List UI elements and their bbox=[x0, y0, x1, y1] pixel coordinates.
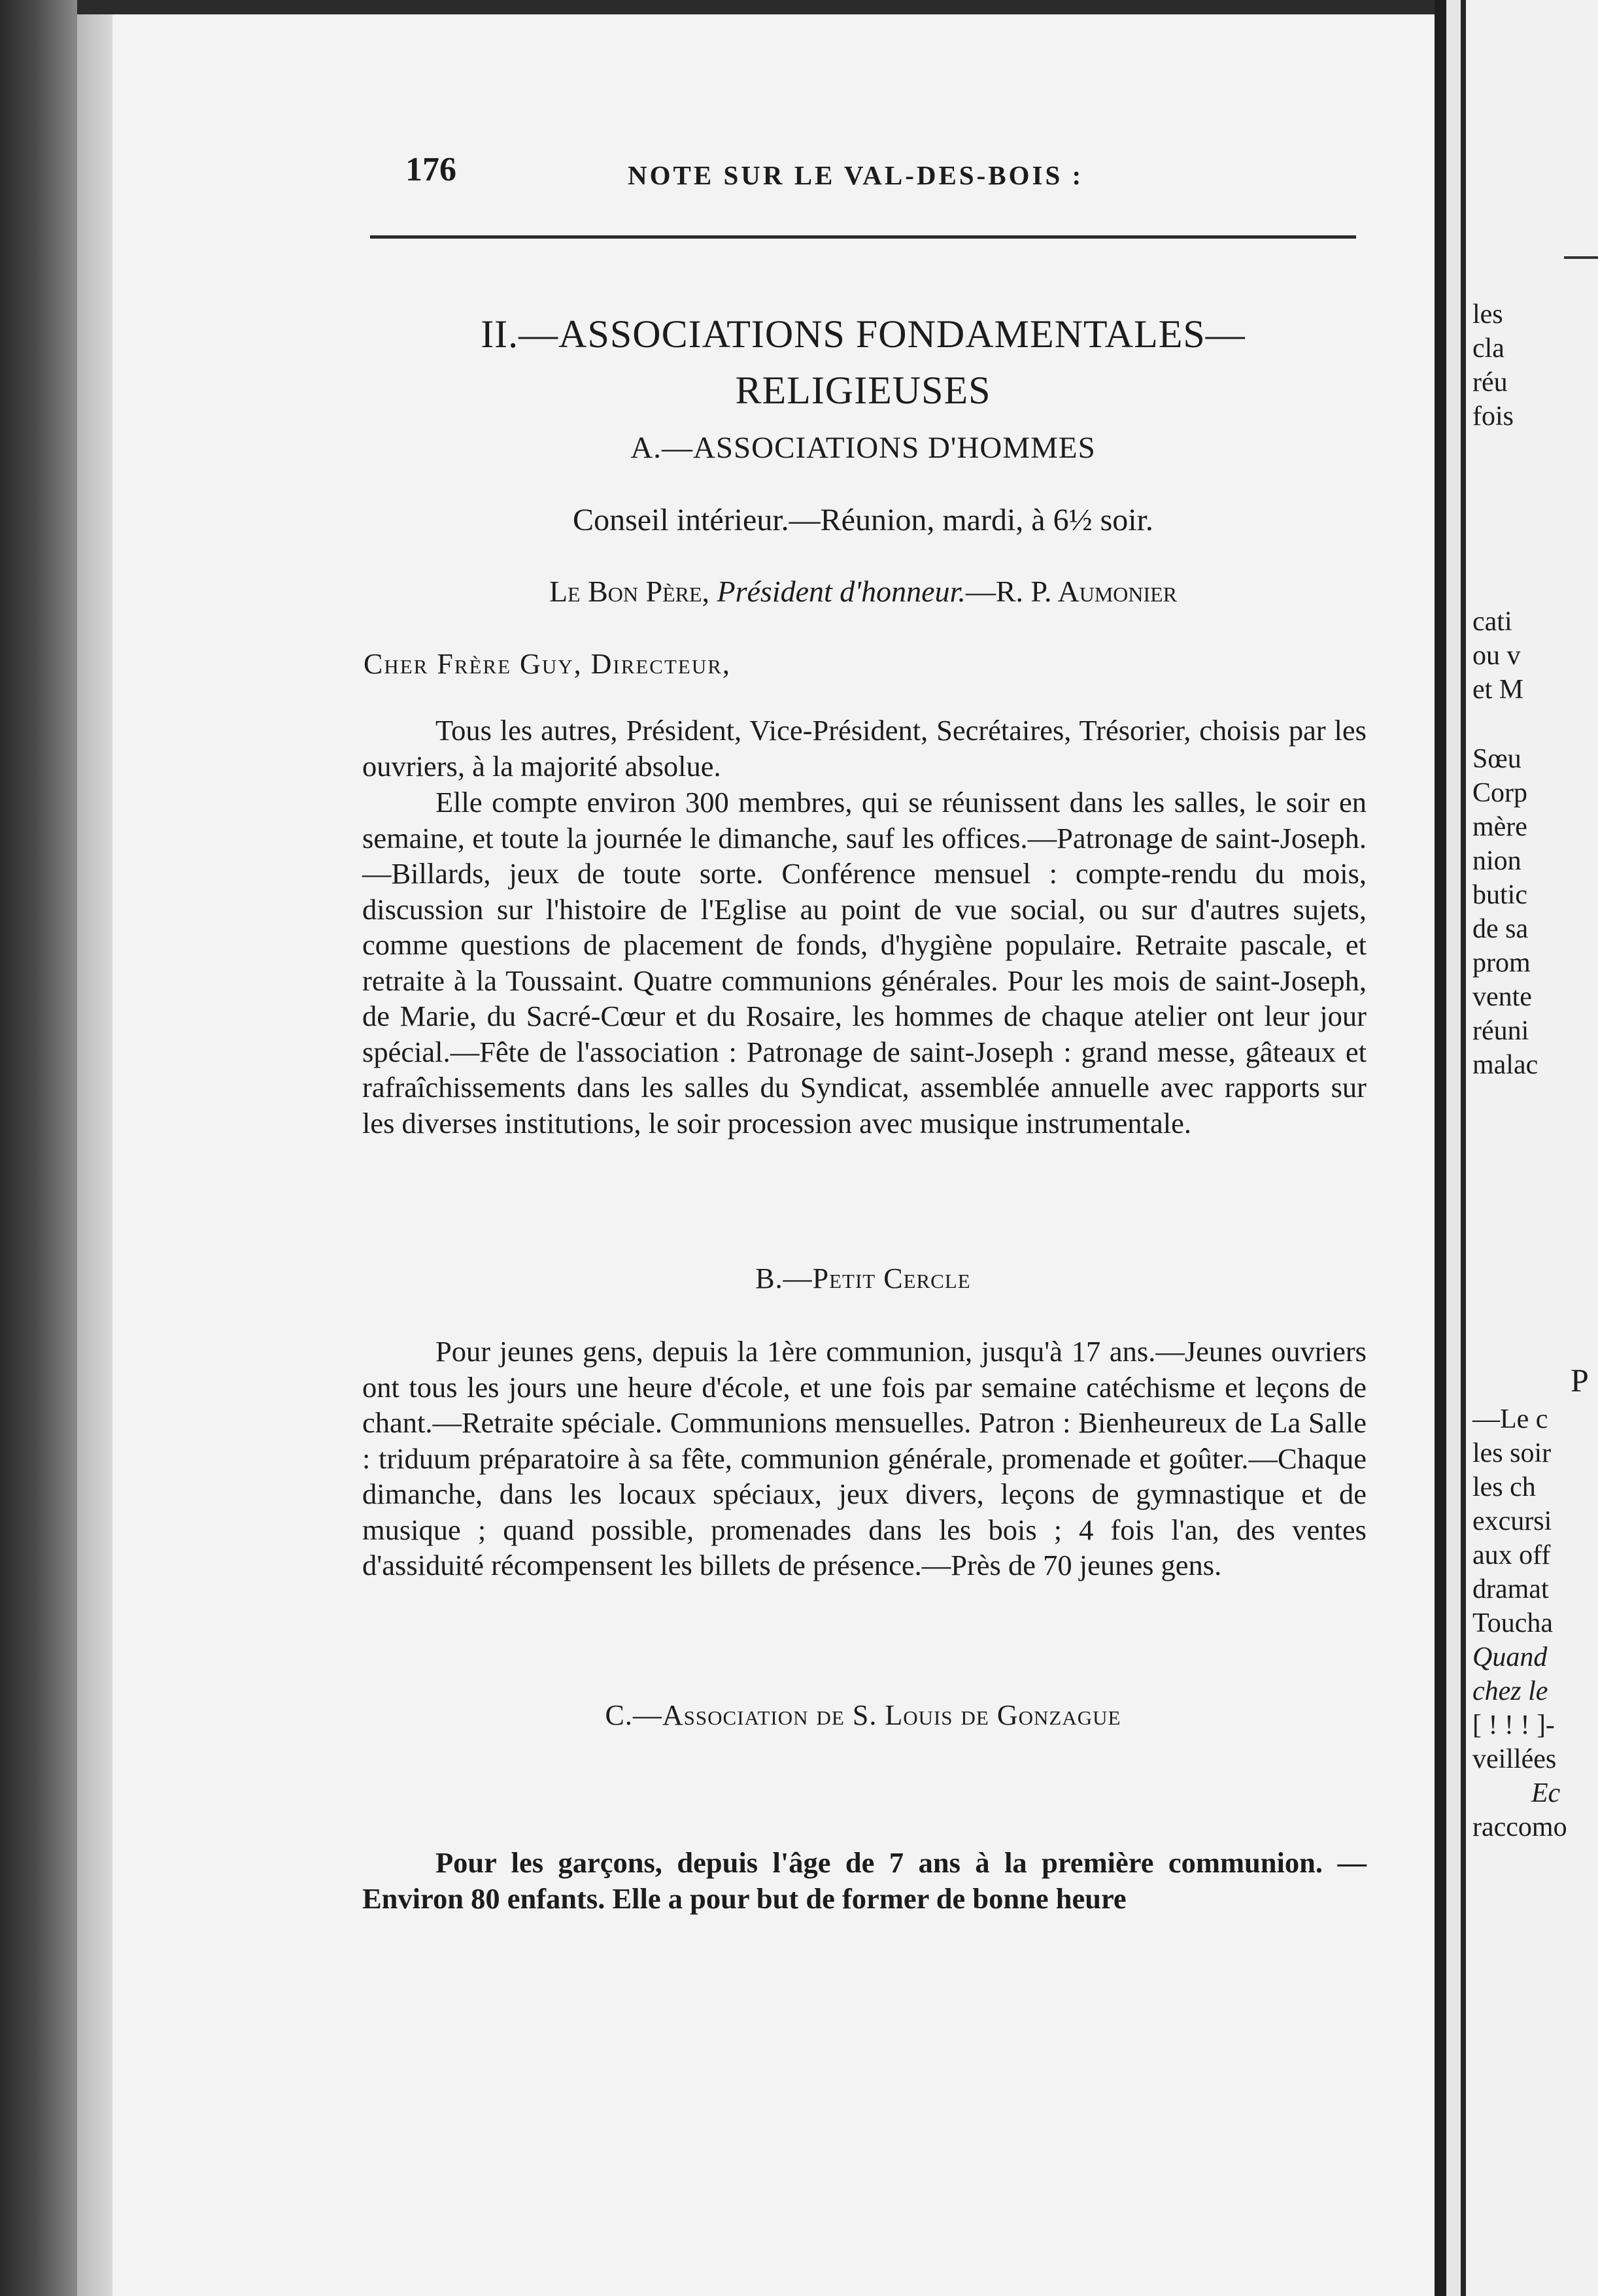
header-rule bbox=[370, 235, 1356, 239]
right-line: nion bbox=[1472, 846, 1522, 876]
right-page-fragment bbox=[1466, 0, 1598, 2296]
president-label: Le Bon Père, bbox=[549, 575, 717, 608]
right-line: Toucha bbox=[1472, 1608, 1554, 1638]
president-title: Président d'honneur. bbox=[717, 575, 966, 608]
gutter-shadow bbox=[1435, 0, 1446, 2296]
paragraph-officers: Tous les autres, Président, Vice-Président, Secrétaires, Trésorier, choisis par les ouvriers, à la majorité absolue. bbox=[362, 714, 1367, 783]
right-line: malac bbox=[1472, 1050, 1538, 1080]
subsection-a-heading: A.—ASSOCIATIONS D'HOMMES bbox=[630, 431, 1096, 465]
right-page-block-low bbox=[1472, 1402, 1567, 1844]
right-line: raccomo bbox=[1472, 1812, 1567, 1842]
right-line: prom bbox=[1472, 948, 1531, 978]
conseil-line: Conseil intérieur.—Réunion, mardi, à 6½ soir. bbox=[573, 503, 1153, 537]
right-line: mère bbox=[1472, 812, 1527, 842]
page-edge bbox=[77, 0, 112, 2296]
scan-top-edge bbox=[77, 0, 1598, 14]
right-line: réu bbox=[1472, 367, 1508, 397]
right-page-block-mid1 bbox=[1472, 605, 1523, 707]
right-page-heading: P bbox=[1571, 1362, 1589, 1398]
page-number: 176 bbox=[405, 151, 456, 188]
right-line: de sa bbox=[1472, 914, 1529, 944]
right-line: Ec bbox=[1531, 1778, 1561, 1808]
right-line: —Le c bbox=[1472, 1404, 1548, 1434]
right-line: cla bbox=[1472, 333, 1504, 363]
right-line: fois bbox=[1472, 401, 1514, 431]
gutter bbox=[1446, 0, 1461, 2296]
right-line: réuni bbox=[1472, 1016, 1529, 1046]
subsection-b-heading: B.—Petit Cercle bbox=[755, 1262, 971, 1294]
paragraph-gonzague: Pour les garçons, depuis l'âge de 7 ans à la première communion. —Environ 80 enfants. Elle a pour but de former de bonne heure bbox=[362, 1846, 1367, 1915]
president-line bbox=[366, 574, 1360, 609]
right-line: Sœu bbox=[1472, 744, 1522, 774]
right-line: les ch bbox=[1472, 1472, 1536, 1502]
gutter-shadow-right bbox=[1461, 0, 1466, 2296]
paragraph-petit-cercle: Pour jeunes gens, depuis la 1ère communion, jusqu'à 17 ans.—Jeunes ouvriers ont tous les jours une heure d'école, et une fois par semaine catéchisme et leçons de chant.—Retraite spéciale. Communions mensuelles. Patron : Bienheureux de La Salle : triduum préparatoire à sa fête, communion générale, promenade et goûter.—Chaque dimanche, dans les locaux spéciaux, jeux divers, leçons de gymnastique et de musique ; quand possible, promenades dans les bois ; 4 fois l'an, des ventes d'assiduité récompensent les billets de présence.—Près de 70 jeunes gens. bbox=[362, 1335, 1367, 1581]
running-title: NOTE SUR LE VAL-DES-BOIS : bbox=[628, 160, 1084, 190]
right-line: et M bbox=[1472, 675, 1524, 705]
director-line: Cher Frère Guy, Directeur, bbox=[364, 648, 731, 680]
paragraph-membership: Elle compte environ 300 membres, qui se réunissent dans les salles, le soir en semaine, et toute la journée le dimanche, sauf les offices.—Patronage de saint-Joseph.—Billards, jeux de toute sorte. Conférence mensuel : compte-rendu du mois, discussion sur l'histoire de l'Eglise au point de vue social, ou sur d'autres sujets, comme questions de placement de fonds, d'hygiène populaire. Retraite pascale, et retraite à la Toussaint. Quatre communions générales. Pour les mois de saint-Joseph, de Marie, du Sacré-Cœur et du Rosaire, les hommes de chaque atelier ont leur jour spécial.—Fête de l'association : Patronage de saint-Joseph : grand messe, gâteaux et rafraîchissements dans les salles du Syndicat, assemblée annuelle avec rapports sur les diverses institutions, le soir procession avec musique instrumentale. bbox=[362, 786, 1367, 1140]
right-line: dramat bbox=[1472, 1574, 1549, 1604]
right-line: veillées bbox=[1472, 1744, 1557, 1774]
right-line: [ ! ! ! ]- bbox=[1472, 1710, 1555, 1740]
right-line: aux off bbox=[1472, 1540, 1551, 1570]
right-line: excursi bbox=[1472, 1506, 1552, 1536]
section-title: II.—ASSOCIATIONS FONDAMENTALES—RELIGIEUSES bbox=[481, 312, 1246, 412]
right-page-block-mid2 bbox=[1472, 742, 1538, 1082]
chaplain-label: —R. P. Aumonier bbox=[965, 575, 1178, 608]
right-page-block-top bbox=[1472, 297, 1514, 433]
right-line: cati bbox=[1472, 607, 1512, 637]
right-line: ou v bbox=[1472, 641, 1521, 671]
book-binding-shadow bbox=[0, 0, 77, 2296]
right-line: les soir bbox=[1472, 1438, 1552, 1468]
right-line: chez le bbox=[1472, 1676, 1548, 1706]
running-head bbox=[405, 145, 1425, 204]
right-line: Corp bbox=[1472, 778, 1527, 808]
right-line: vente bbox=[1472, 982, 1532, 1012]
right-page-rule bbox=[1564, 256, 1598, 259]
subsection-c-heading: C.—Association de S. Louis de Gonzague bbox=[605, 1699, 1121, 1731]
right-line: Quand bbox=[1472, 1642, 1548, 1672]
right-line: butic bbox=[1472, 880, 1527, 910]
right-line: les bbox=[1472, 299, 1503, 329]
